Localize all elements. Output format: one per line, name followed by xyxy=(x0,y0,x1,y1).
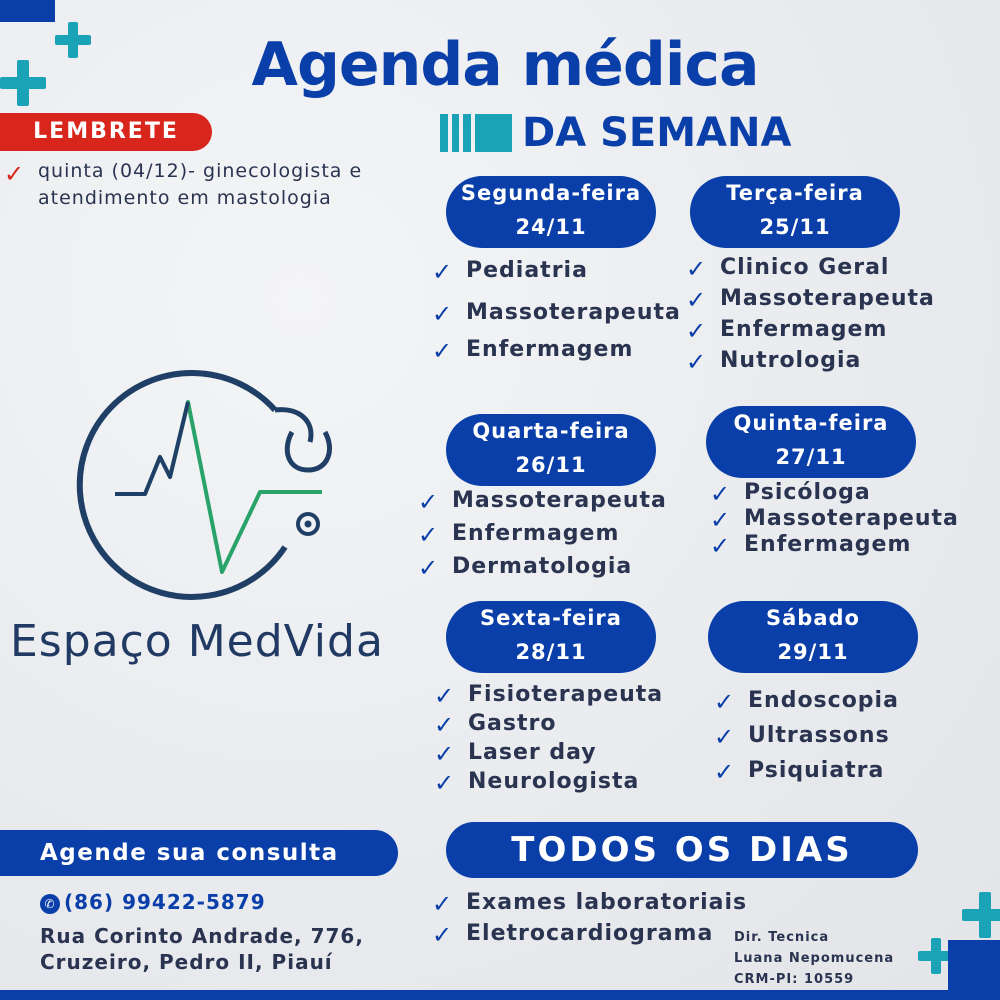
heartbeat-line-dark xyxy=(115,402,188,494)
list-item: ✓ Psicóloga xyxy=(710,480,871,508)
list-item: ✓ Massoterapeuta xyxy=(418,488,667,516)
day-date: 27/11 xyxy=(775,445,847,469)
list-item: ✓ Psiquiatra xyxy=(714,758,885,786)
check-icon: ✓ xyxy=(432,921,454,949)
check-icon: ✓ xyxy=(710,506,732,534)
day-badge-monday xyxy=(446,176,656,248)
day-name: Quinta-feira xyxy=(733,411,889,435)
director-title: Dir. Tecnica xyxy=(734,930,830,945)
day-date: 29/11 xyxy=(777,640,849,664)
check-icon: ✓ xyxy=(432,300,454,328)
logo-text: Espaço MedVida xyxy=(10,616,384,667)
day-badge-wednesday xyxy=(446,414,656,486)
day-badge-thursday xyxy=(706,406,916,478)
check-icon: ✓ xyxy=(434,711,456,739)
list-everyday xyxy=(432,890,748,949)
medical-cross-icon xyxy=(55,22,91,58)
list-item: ✓ Massoterapeuta xyxy=(686,286,935,314)
logo-ring xyxy=(80,373,285,597)
check-icon: ✓ xyxy=(714,688,736,716)
phone-number: ✆ (86) 99422-5879 xyxy=(40,890,266,914)
list-item: ✓ Eletrocardiograma xyxy=(432,921,714,949)
list-item: ✓ Clinico Geral xyxy=(686,255,890,283)
day-name: Segunda-feira xyxy=(460,181,642,205)
check-icon: ✓ xyxy=(432,258,454,286)
list-tuesday xyxy=(686,255,935,376)
reminder-badge: LEMBRETE xyxy=(0,113,212,151)
bottom-bar xyxy=(0,990,1000,1000)
list-item: ✓ Endoscopia xyxy=(714,688,899,716)
check-icon: ✓ xyxy=(714,723,736,751)
list-thursday xyxy=(710,480,959,560)
list-monday xyxy=(432,258,681,365)
list-item: ✓ Massoterapeuta xyxy=(432,300,681,328)
subtitle-bars-icon xyxy=(440,114,512,152)
list-saturday xyxy=(714,688,899,786)
list-item: ✓ Enfermagem xyxy=(686,317,888,345)
check-icon: ✓ xyxy=(686,317,708,345)
day-date: 25/11 xyxy=(759,215,831,239)
list-item: ✓ Fisioterapeuta xyxy=(434,682,664,710)
day-date: 26/11 xyxy=(515,453,587,477)
list-item: ✓ Enfermagem xyxy=(432,337,634,365)
list-item: ✓ Neurologista xyxy=(434,769,640,797)
clinic-logo xyxy=(60,362,350,612)
day-badge-saturday xyxy=(708,601,918,673)
day-name: Sábado xyxy=(766,606,860,630)
check-icon: ✓ xyxy=(432,337,454,365)
list-wednesday xyxy=(418,488,667,582)
check-icon: ✓ xyxy=(434,769,456,797)
book-appointment-banner: Agende sua consulta xyxy=(0,830,398,876)
check-icon: ✓ xyxy=(686,255,708,283)
day-name: Terça-feira xyxy=(726,181,864,205)
check-icon: ✓ xyxy=(418,554,440,582)
address: Rua Corinto Andrade, 776, Cruzeiro, Pedro II, Piauí xyxy=(40,924,364,974)
day-name: Quarta-feira xyxy=(472,419,630,443)
medical-cross-icon xyxy=(962,892,1000,938)
check-icon: ✓ xyxy=(418,488,440,516)
check-icon: ✓ xyxy=(710,480,732,508)
check-icon: ✓ xyxy=(686,348,708,376)
list-item: ✓ Enfermagem xyxy=(710,532,912,560)
check-icon: ✓ xyxy=(434,682,456,710)
medical-cross-icon xyxy=(0,60,46,106)
check-icon: ✓ xyxy=(714,758,736,786)
day-date: 28/11 xyxy=(515,640,587,664)
check-icon: ✓ xyxy=(432,890,454,918)
everyday-banner: TODOS OS DIAS xyxy=(446,822,918,878)
check-icon: ✓ xyxy=(418,521,440,549)
list-item: ✓ Exames laboratoriais xyxy=(432,890,748,918)
corner-decoration xyxy=(0,0,55,22)
director-info xyxy=(734,927,894,990)
day-badge-friday xyxy=(446,601,656,673)
day-name: Sexta-feira xyxy=(480,606,622,630)
director-name: Luana Nepomucena xyxy=(734,951,895,966)
check-icon: ✓ xyxy=(434,740,456,768)
check-icon: ✓ xyxy=(710,532,732,560)
phone-icon: ✆ xyxy=(40,894,60,914)
list-item: ✓ Enfermagem xyxy=(418,521,620,549)
reminder-text: quinta (04/12)- ginecologista e atendimento em mastologia xyxy=(38,160,363,209)
list-item: ✓ Dermatologia xyxy=(418,554,633,582)
list-item: ✓ Massoterapeuta xyxy=(710,506,959,534)
day-badge-tuesday xyxy=(690,176,900,248)
list-item: ✓ Pediatria xyxy=(432,258,588,286)
list-friday xyxy=(434,682,664,797)
day-date: 24/11 xyxy=(515,215,587,239)
page-title: Agenda médica xyxy=(251,30,759,100)
director-crm: CRM-PI: 10559 xyxy=(734,972,855,987)
list-item: ✓ Ultrassons xyxy=(714,723,890,751)
list-item: ✓ Gastro xyxy=(434,711,557,739)
check-icon: ✓ xyxy=(686,286,708,314)
check-icon: ✓ xyxy=(4,160,25,188)
list-item: ✓ Nutrologia xyxy=(686,348,862,376)
page-subtitle: DA SEMANA xyxy=(522,110,792,156)
list-item: ✓ Laser day xyxy=(434,740,597,768)
stethoscope-icon xyxy=(275,410,311,442)
